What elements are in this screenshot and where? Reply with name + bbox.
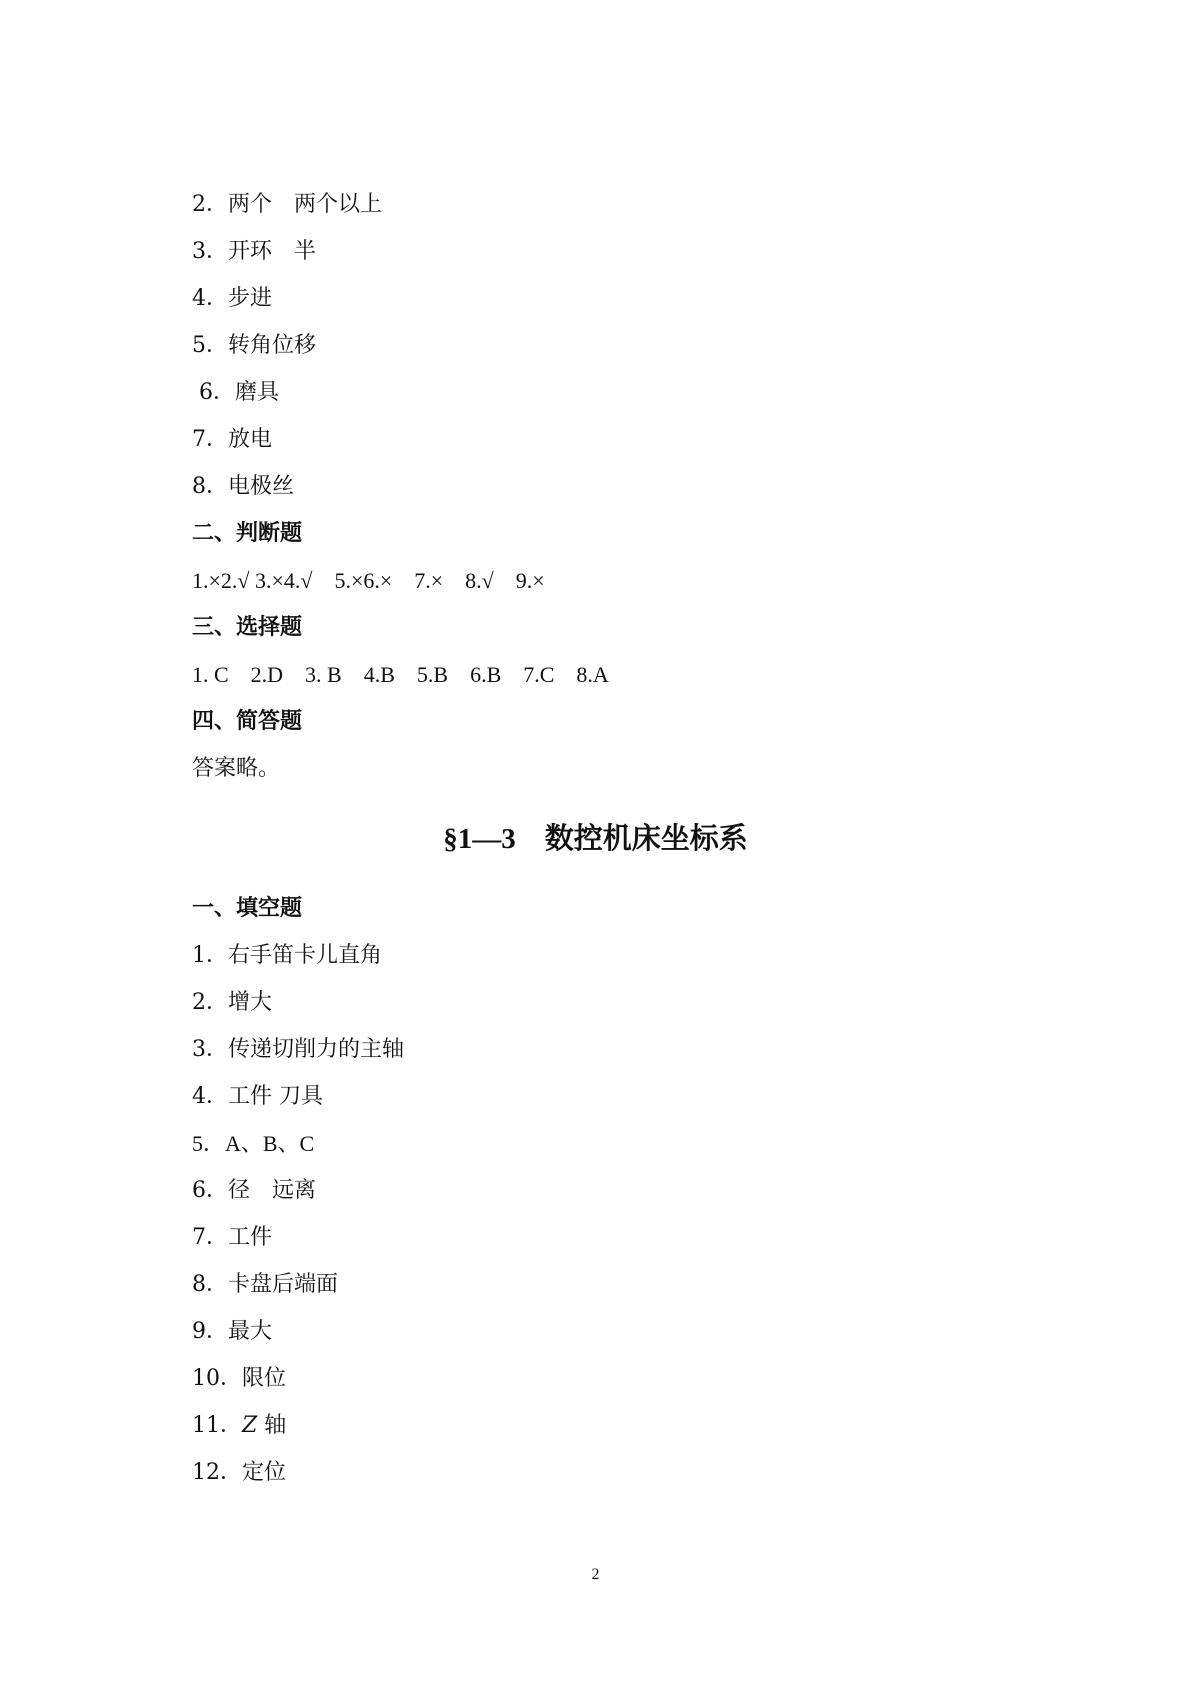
fill-heading: 一、填空题 [192,895,303,921]
page-number: 2 [591,1566,600,1583]
section-title [0,811,1191,865]
fill-answer-2: 2．两个 两个以上 [192,192,382,217]
fill-answer-7: 7．放电 [192,427,272,452]
answers-block-2 [192,885,1012,1496]
fill-answer-3: 3．传递切削力的主轴 [192,1037,404,1062]
section-title-text: 数控机床坐标系 [544,821,748,855]
fill-answer-11 [192,1402,1012,1449]
fill-answer-7: 7．工件 [192,1225,272,1250]
fill-answer-9: 9．最大 [192,1319,272,1344]
judge-heading: 二、判断题 [192,520,303,546]
fill-answer-5: 5．A、B、C [192,1131,315,1156]
fill-answer-2: 2．增大 [192,990,272,1015]
judge-answers: 1.×2.√ 3.×4.√ 5.×6.× 7.× 8.√ 9.× [192,568,545,593]
z-axis-symbol: Z [242,1413,258,1438]
fill-answer-8: 8．电极丝 [192,474,294,499]
fill-answer-12: 12．定位 [192,1460,286,1485]
fill-answer-8: 8．卡盘后端面 [192,1272,338,1297]
fill-answer-6: 6．径 远离 [192,1178,316,1203]
short-answer-text: 答案略。 [192,756,281,781]
fill-answer-11-number: 11． [192,1413,242,1438]
fill-answer-10: 10．限位 [192,1366,286,1391]
fill-answer-6: 6．磨具 [192,380,279,405]
short-answer-heading: 四、简答题 [192,708,303,734]
fill-answer-1: 1．右手笛卡儿直角 [192,943,382,968]
choice-answers: 1. C 2.D 3. B 4.B 5.B 6.B 7.C 8.A [192,662,609,687]
fill-answer-11-suffix: 轴 [257,1413,287,1438]
fill-answer-4: 4．工件 刀具 [192,1084,323,1109]
fill-answer-3: 3．开环 半 [192,239,316,264]
fill-answer-5: 5．转角位移 [192,333,316,358]
section-number: §1—3 [443,823,516,855]
answers-block-1 [192,181,1012,792]
fill-answer-4: 4．步进 [192,286,272,311]
choice-heading: 三、选择题 [192,614,303,640]
